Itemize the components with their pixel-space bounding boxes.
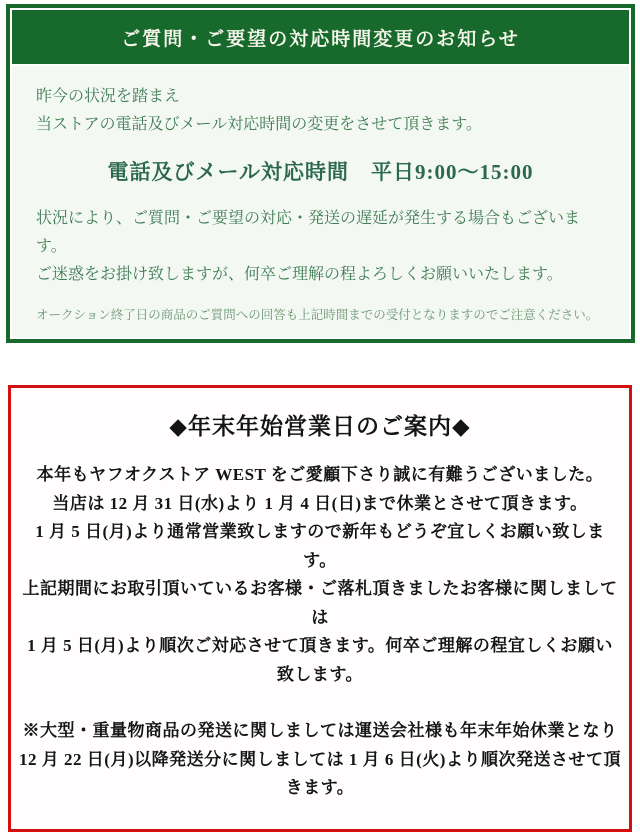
year-end-holiday-notice-panel [8,385,632,832]
auction-question-note: オークション終了日の商品のご質問への回答も上記時間までの受付となりますのでご注意ください。 [36,308,599,322]
holiday-line: 1 月 5 日(月)より順次ご対応させて頂きます。何卒ご理解の程宜しくお願い致します。 [27,636,613,684]
notice-intro-line1: 昨今の状況を踏まえ [36,88,181,105]
response-hours-notice-title: ご質問・ご要望の対応時間変更のお知らせ [12,10,629,64]
large-item-shipping-note [19,717,621,803]
year-end-holiday-body [19,461,621,689]
notice-delay-line2: ご迷惑をお掛け致しますが、何卒ご理解の程よろしくお願いいたします。 [36,266,563,283]
notice-delay-line1: 状況により、ご質問・ご要望の対応・発送の遅延が発生する場合もございます。 [36,210,581,255]
shipping-line: 12 月 22 日(月)以降発送分に関しましては 1 月 6 日(火)より順次発送させて頂きます。 [19,749,621,797]
holiday-line: 上記期間にお取引頂いているお客様・ご落札頂きましたお客様に関しましては [22,579,618,627]
support-hours-highlight: 電話及びメール対応時間 平日9:00～15:00 [107,160,534,184]
shipping-line: ※大型・重量物商品の発送に関しましては運送会社様も年末年始休業となり [22,721,618,740]
holiday-line: 当店は 12 月 31 日(水)より 1 月 4 日(日)まで休業とさせて頂きます。 [52,493,588,513]
year-end-holiday-title: ◆年末年始営業日のご案内◆ [169,414,471,439]
response-hours-notice-panel [6,4,635,343]
holiday-line: 本年もヤフオクストア WEST をご愛顧下さり誠に有難うございました。 [36,465,604,484]
response-hours-notice-body [12,66,629,337]
holiday-line: 1 月 5 日(月)より通常営業致しますので新年もどうぞ宜しくお願い致します。 [35,522,605,570]
notice-intro-line2: 当ストアの電話及びメール対応時間の変更をさせて頂きます。 [36,116,482,133]
